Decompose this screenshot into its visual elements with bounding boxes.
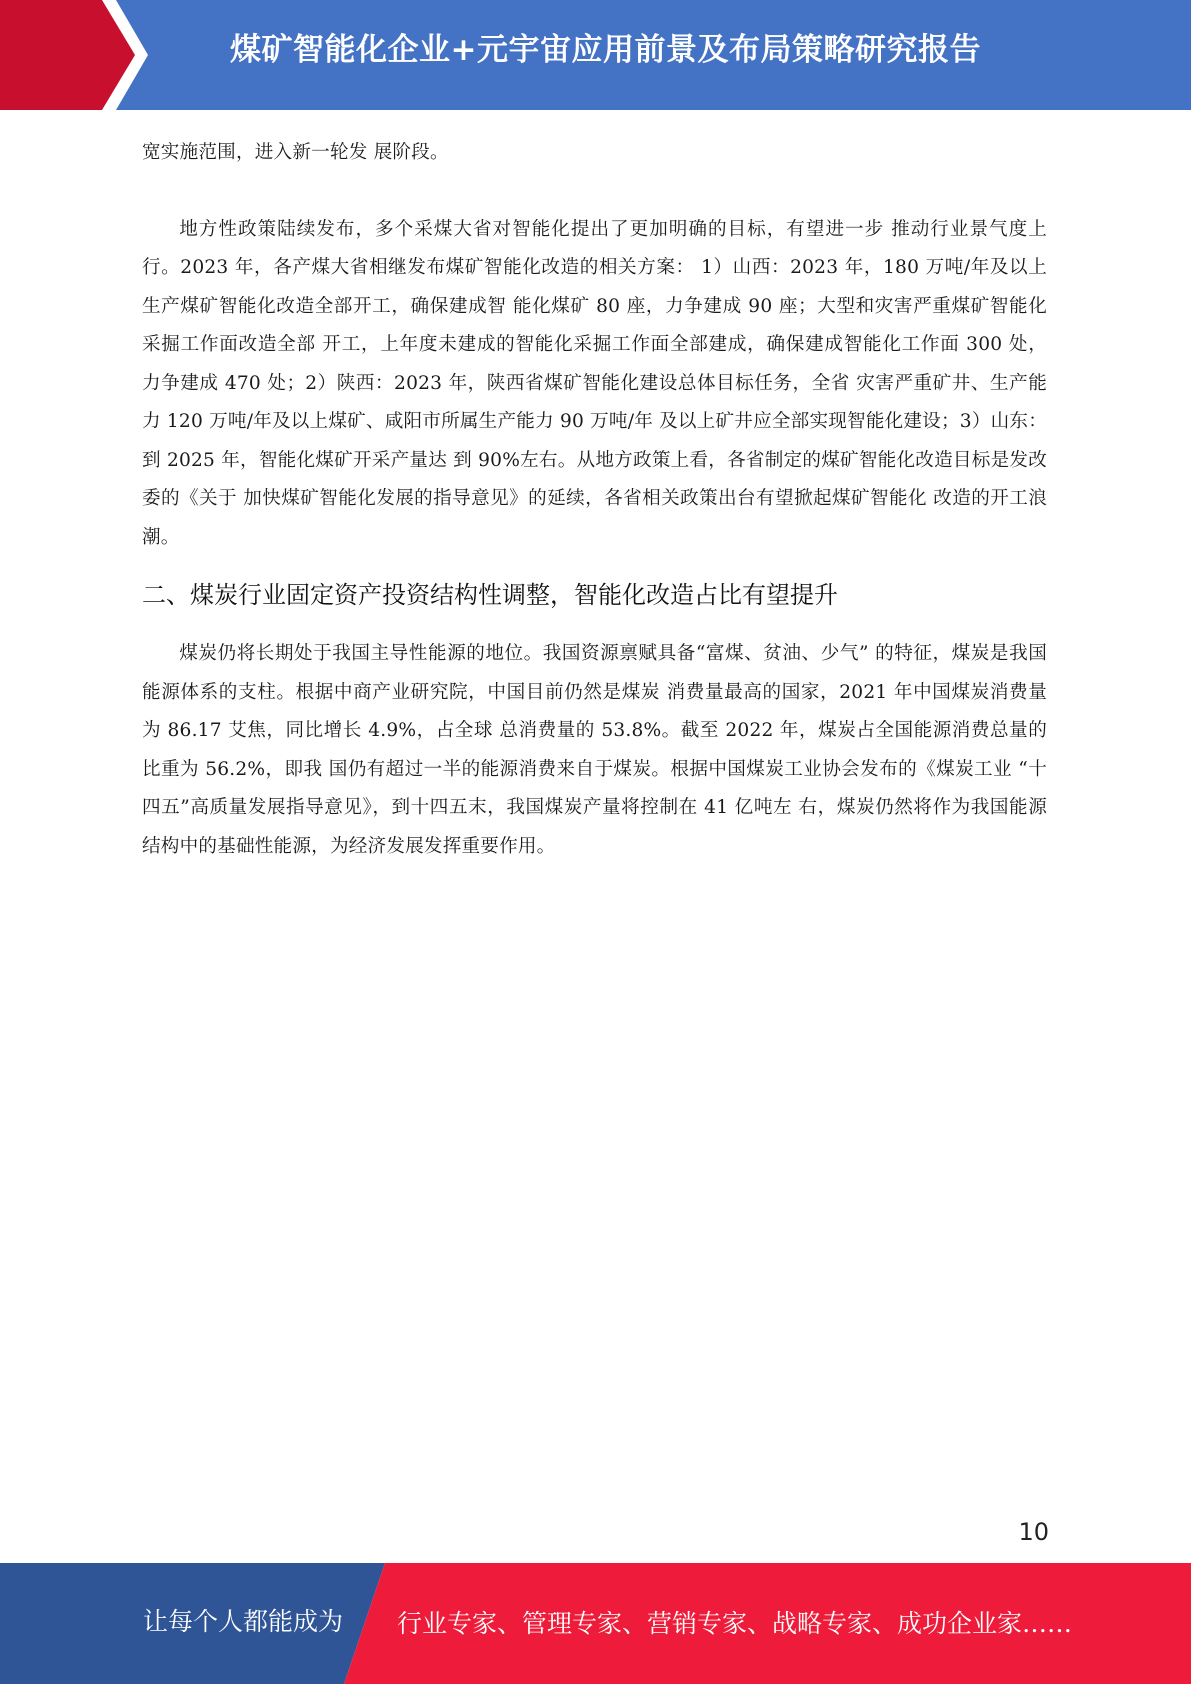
page-header xyxy=(0,0,1191,110)
footer-slogan-right: 行业专家、管理专家、营销专家、战略专家、成功企业家…… xyxy=(397,1609,1073,1638)
page-footer xyxy=(0,1563,1191,1684)
paragraph-local-policy: 地方性政策陆续发布，多个采煤大省对智能化提出了更加明确的目标，有望进一步 推动行业景气度上行。2023 年，各产煤大省相继发布煤矿智能化改造的相关方案： 1）山西：2023 年，180 万吨/年及以上生产煤矿智能化改造全部开工，确保建成智 能化煤矿 80 座，力争建成 90 座；大型和灾害严重煤矿智能化采掘工作面改造全部 开工，上年度未建成的智能化采掘工作面全部建成，确保建成智能化工作面 300 处， 力争建成 470 处；2）陕西：2023 年，陕西省煤矿智能化建设总体目标任务，全省 灾害严重矿井、生产能力 120 万吨/年及以上煤矿、咸阳市所属生产能力 90 万吨/年 及以上矿井应全部实现智能化建设；3）山东：到 2025 年，智能化煤矿开采产量达 到 90%左右。从地方政策上看，各省制定的煤矿智能化改造目标是发改委的《关于 加快煤矿智能化发展的指导意见》的延续，各省相关政策出台有望掀起煤矿智能化 改造的开工浪潮。 xyxy=(142,218,1047,548)
footer-slogan-left: 让每个人都能成为 xyxy=(143,1607,344,1636)
header-title: 煤矿智能化企业+元宇宙应用前景及布局策略研究报告 xyxy=(230,32,981,68)
document-body xyxy=(142,134,1047,866)
paragraph-coal-status: 煤炭仍将长期处于我国主导性能源的地位。我国资源禀赋具备“富煤、贫油、少气” 的特征，煤炭是我国能源体系的支柱。根据中商产业研究院，中国目前仍然是煤炭 消费量最高的国家，2021 年中国煤炭消费量为 86.17 艾焦，同比增长 4.9%，占全球 总消费量的 53.8%。截至 2022 年，煤炭占全国能源消费总量的比重为 56.2%，即我 国仍有超过一半的能源消费来自于煤炭。根据中国煤炭工业协会发布的《煤炭工业 “十四五”高质量发展指导意见》，到十四五末，我国煤炭产量将控制在 41 亿吨左 右，煤炭仍然将作为我国能源结构中的基础性能源，为经济发展发挥重要作用。 xyxy=(142,643,1047,857)
section-heading: 二、煤炭行业固定资产投资结构性调整，智能化改造占比有望提升 xyxy=(142,581,838,609)
paragraph-gap xyxy=(142,173,1047,211)
paragraph-continued: 宽实施范围，进入新一轮发 展阶段。 xyxy=(142,142,449,163)
page-number: 10 xyxy=(1018,1518,1049,1546)
header-red-arrow-icon xyxy=(0,0,148,110)
